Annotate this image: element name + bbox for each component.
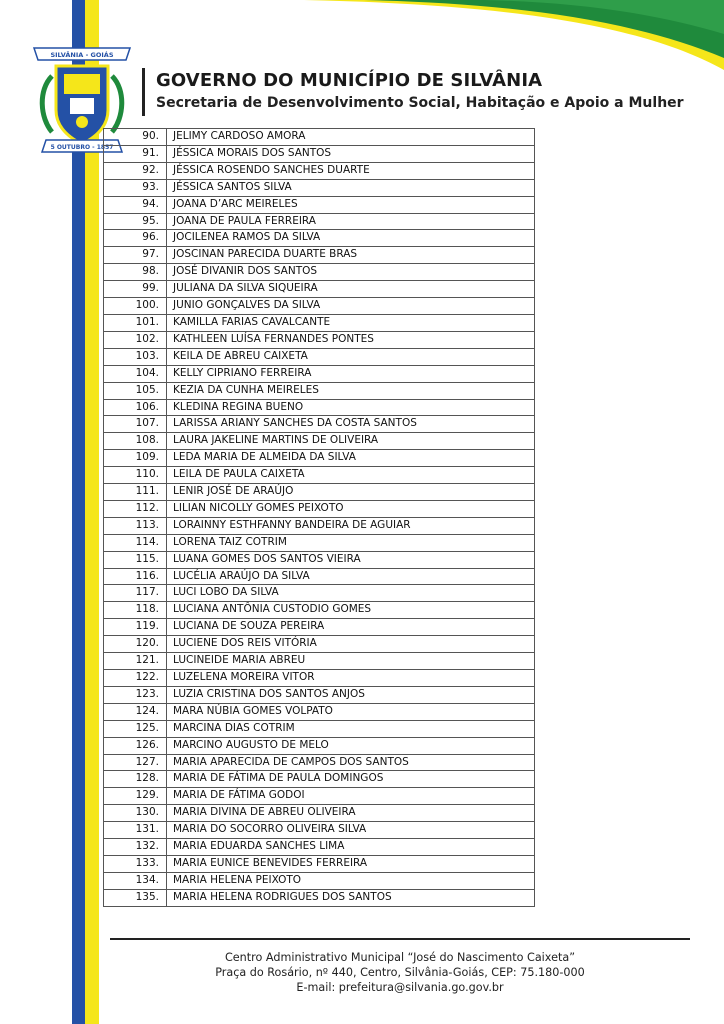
row-number: 112. (104, 500, 167, 517)
row-name: MARIA DE FÁTIMA DE PAULA DOMINGOS (167, 771, 535, 788)
roster-table (103, 128, 535, 907)
table-row (104, 720, 535, 737)
table-row (104, 331, 535, 348)
row-number: 132. (104, 839, 167, 856)
seal-banner-top: SILVÂNIA - GOIÁS (50, 51, 114, 59)
table-row (104, 196, 535, 213)
row-number: 92. (104, 162, 167, 179)
table-row (104, 467, 535, 484)
row-name: LAURA JAKELINE MARTINS DE OLIVEIRA (167, 433, 535, 450)
row-number: 122. (104, 670, 167, 687)
table-row (104, 450, 535, 467)
row-name: LORENA TAIZ COTRIM (167, 534, 535, 551)
row-name: LUCIANA ANTÔNIA CUSTODIO GOMES (167, 602, 535, 619)
row-name: JOSÉ DIVANIR DOS SANTOS (167, 264, 535, 281)
row-number: 102. (104, 331, 167, 348)
row-name: MARIA HELENA PEIXOTO (167, 872, 535, 889)
table-row (104, 805, 535, 822)
table-row (104, 365, 535, 382)
row-number: 96. (104, 230, 167, 247)
row-name: JOCILENEA RAMOS DA SILVA (167, 230, 535, 247)
page-title: GOVERNO DO MUNICÍPIO DE SILVÂNIA (156, 70, 543, 91)
row-number: 127. (104, 754, 167, 771)
row-name: LORAINNY ESTHFANNY BANDEIRA DE AGUIAR (167, 517, 535, 534)
row-number: 128. (104, 771, 167, 788)
row-name: KATHLEEN LUÍSA FERNANDES PONTES (167, 331, 535, 348)
row-number: 119. (104, 619, 167, 636)
table-row (104, 314, 535, 331)
row-number: 118. (104, 602, 167, 619)
row-number: 125. (104, 720, 167, 737)
row-number: 93. (104, 179, 167, 196)
row-name: JÉSSICA ROSENDO SANCHES DUARTE (167, 162, 535, 179)
row-name: KAMILLA FARIAS CAVALCANTE (167, 314, 535, 331)
table-row (104, 179, 535, 196)
row-number: 134. (104, 872, 167, 889)
table-row (104, 754, 535, 771)
row-name: MARIA EDUARDA SANCHES LIMA (167, 839, 535, 856)
seal-banner-bottom: 5 OUTUBRO - 1857 (50, 144, 114, 151)
row-number: 114. (104, 534, 167, 551)
footer-divider (110, 938, 690, 940)
table-row (104, 500, 535, 517)
table-row (104, 822, 535, 839)
table-row (104, 619, 535, 636)
row-number: 116. (104, 568, 167, 585)
table-row (104, 686, 535, 703)
table-row (104, 129, 535, 146)
row-number: 100. (104, 298, 167, 315)
row-number: 98. (104, 264, 167, 281)
table-row (104, 889, 535, 906)
row-number: 115. (104, 551, 167, 568)
table-row (104, 484, 535, 501)
table-row (104, 162, 535, 179)
row-name: LUZELENA MOREIRA VITOR (167, 670, 535, 687)
row-number: 130. (104, 805, 167, 822)
table-row (104, 145, 535, 162)
table-row (104, 872, 535, 889)
table-row (104, 703, 535, 720)
table-row (104, 585, 535, 602)
row-number: 129. (104, 788, 167, 805)
row-number: 117. (104, 585, 167, 602)
row-number: 99. (104, 281, 167, 298)
row-name: MARIA HELENA RODRIGUES DOS SANTOS (167, 889, 535, 906)
table-row (104, 636, 535, 653)
row-number: 94. (104, 196, 167, 213)
row-number: 135. (104, 889, 167, 906)
row-name: MARCINA DIAS COTRIM (167, 720, 535, 737)
row-name: LUCIANA DE SOUZA PEREIRA (167, 619, 535, 636)
row-name: LUZIA CRISTINA DOS SANTOS ANJOS (167, 686, 535, 703)
row-number: 124. (104, 703, 167, 720)
row-name: LEILA DE PAULA CAIXETA (167, 467, 535, 484)
page-subtitle: Secretaria de Desenvolvimento Social, Habitação e Apoio a Mulher (156, 95, 684, 111)
table-row (104, 517, 535, 534)
row-number: 107. (104, 416, 167, 433)
row-number: 97. (104, 247, 167, 264)
table-row (104, 855, 535, 872)
roster-table-body (104, 129, 535, 907)
table-row (104, 399, 535, 416)
row-name: MARIA DO SOCORRO OLIVEIRA SILVA (167, 822, 535, 839)
row-name: MARCINO AUGUSTO DE MELO (167, 737, 535, 754)
row-name: JÉSSICA SANTOS SILVA (167, 179, 535, 196)
row-name: JÉSSICA MORAIS DOS SANTOS (167, 145, 535, 162)
row-number: 133. (104, 855, 167, 872)
table-row (104, 534, 535, 551)
table-row (104, 771, 535, 788)
row-number: 103. (104, 348, 167, 365)
row-name: LEDA MARIA DE ALMEIDA DA SILVA (167, 450, 535, 467)
footer-address-title: Centro Administrativo Municipal “José do Nascimento Caixeta” (224, 951, 575, 964)
row-name: MARIA EUNICE BENEVIDES FERREIRA (167, 855, 535, 872)
footer-email: E-mail: prefeitura@silvania.go.gov.br (296, 981, 504, 994)
row-name: KLEDINA REGINA BUENO (167, 399, 535, 416)
row-number: 123. (104, 686, 167, 703)
table-row (104, 653, 535, 670)
table-row (104, 839, 535, 856)
table-row (104, 551, 535, 568)
row-number: 105. (104, 382, 167, 399)
row-name: LUCIENE DOS REIS VITÓRIA (167, 636, 535, 653)
row-number: 101. (104, 314, 167, 331)
row-number: 113. (104, 517, 167, 534)
row-number: 111. (104, 484, 167, 501)
table-row (104, 568, 535, 585)
row-number: 106. (104, 399, 167, 416)
footer (110, 950, 690, 995)
table-row (104, 281, 535, 298)
row-name: LENIR JOSÉ DE ARAÚJO (167, 484, 535, 501)
table-row (104, 264, 535, 281)
table-row (104, 433, 535, 450)
table-row (104, 213, 535, 230)
row-name: JUNIO GONÇALVES DA SILVA (167, 298, 535, 315)
row-name: JOANA D’ARC MEIRELES (167, 196, 535, 213)
row-name: KEZIA DA CUNHA MEIRELES (167, 382, 535, 399)
row-name: MARIA DE FÁTIMA GODOI (167, 788, 535, 805)
row-name: LUCINEIDE MARIA ABREU (167, 653, 535, 670)
row-name: LARISSA ARIANY SANCHES DA COSTA SANTOS (167, 416, 535, 433)
header-swoosh-decoration (304, 0, 724, 80)
row-name: LUCÉLIA ARAÚJO DA SILVA (167, 568, 535, 585)
table-row (104, 230, 535, 247)
table-row (104, 602, 535, 619)
row-number: 126. (104, 737, 167, 754)
table-row (104, 670, 535, 687)
table-row (104, 737, 535, 754)
table-row (104, 298, 535, 315)
row-name: KELLY CIPRIANO FERREIRA (167, 365, 535, 382)
row-name: LILIAN NICOLLY GOMES PEIXOTO (167, 500, 535, 517)
table-row (104, 247, 535, 264)
row-name: MARIA APARECIDA DE CAMPOS DOS SANTOS (167, 754, 535, 771)
row-number: 109. (104, 450, 167, 467)
table-row (104, 788, 535, 805)
row-number: 120. (104, 636, 167, 653)
row-number: 131. (104, 822, 167, 839)
row-name: JOANA DE PAULA FERREIRA (167, 213, 535, 230)
table-row (104, 416, 535, 433)
row-number: 90. (104, 129, 167, 146)
row-name: JULIANA DA SILVA SIQUEIRA (167, 281, 535, 298)
table-row (104, 382, 535, 399)
row-name: LUCI LOBO DA SILVA (167, 585, 535, 602)
row-name: KEILA DE ABREU CAIXETA (167, 348, 535, 365)
footer-address: Praça do Rosário, nº 440, Centro, Silvânia-Goiás, CEP: 75.180-000 (215, 966, 585, 979)
row-name: MARA NÚBIA GOMES VOLPATO (167, 703, 535, 720)
row-number: 104. (104, 365, 167, 382)
row-number: 121. (104, 653, 167, 670)
header-divider (142, 68, 145, 116)
row-number: 110. (104, 467, 167, 484)
row-name: JOSCINAN PARECIDA DUARTE BRAS (167, 247, 535, 264)
row-name: JELIMY CARDOSO AMORA (167, 129, 535, 146)
row-number: 91. (104, 145, 167, 162)
row-name: LUANA GOMES DOS SANTOS VIEIRA (167, 551, 535, 568)
table-row (104, 348, 535, 365)
row-name: MARIA DIVINA DE ABREU OLIVEIRA (167, 805, 535, 822)
row-number: 95. (104, 213, 167, 230)
row-number: 108. (104, 433, 167, 450)
